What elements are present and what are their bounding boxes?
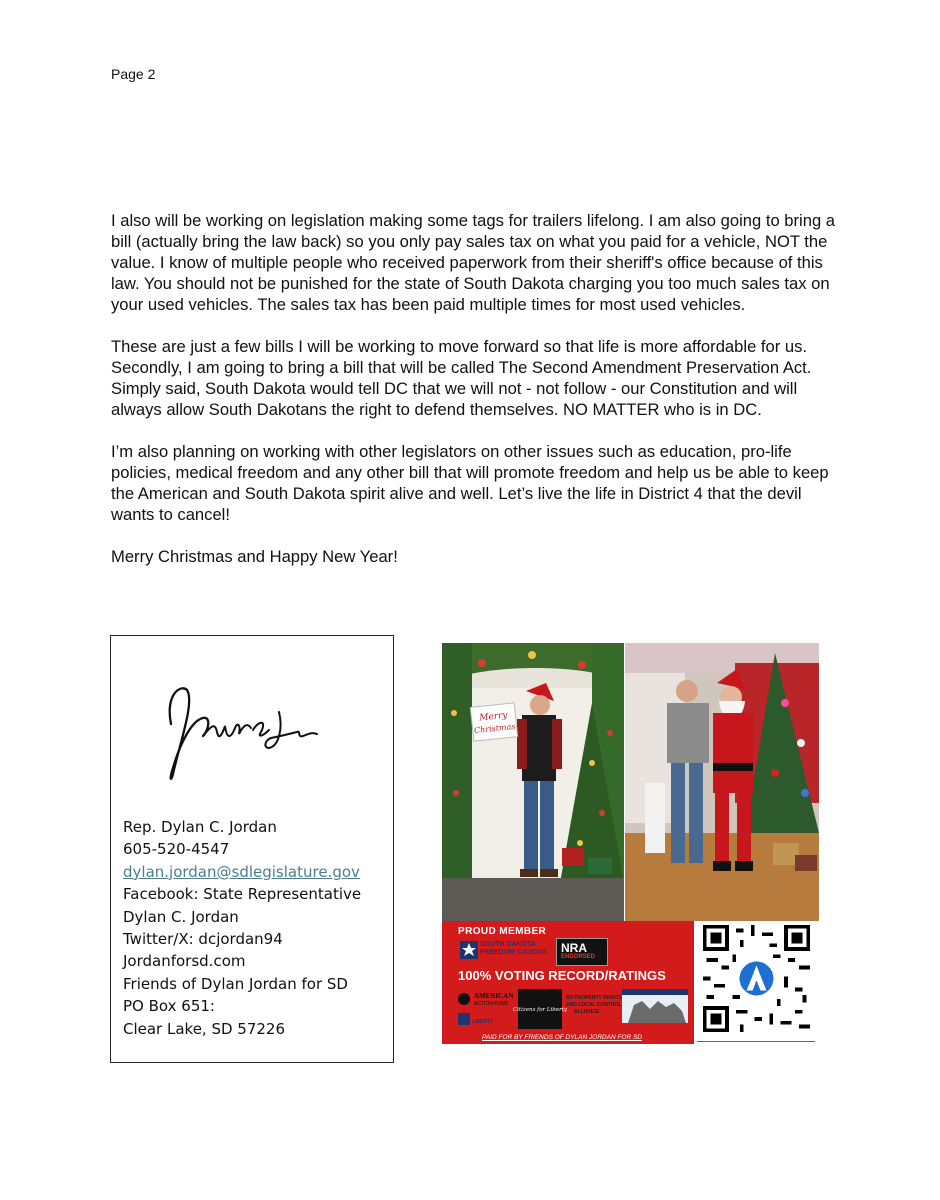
city-state-zip: Clear Lake, SD 57226 (123, 1019, 286, 1038)
citizens-for-liberty-label: Citizens for Liberty (512, 1007, 568, 1013)
closing-line: Merry Christmas and Happy New Year! (111, 547, 398, 566)
nra-endorsed-badge (556, 938, 608, 966)
american-action-line-2: ACTION FUND (474, 1001, 509, 1007)
paragraph-2: These are just a few bills I will be working to move forward so that life is more affordable for us. Secondly, I am going to bring a bill that will be called The Second Amendment Preservation Act. Simply said, South Dakota would tell DC that we will not - not follow - our Constitution and will always allow South Dakotans the right to defend themselves. NO MATTER who is in DC. (111, 337, 812, 419)
paragraph-3: I’m also planning on working with other legislators on other issues such as education, pro-life policies, medical freedom and any other bill that will promote freedom and help us be able to keep the American and South Dakota spirit alive and well. Let’s live the life in District 4 that the devil wants to cancel! (111, 442, 829, 524)
caucus-star-icon (460, 941, 478, 959)
contact-box (110, 635, 394, 1063)
voting-record-label: 100% VOTING RECORD/RATINGS (458, 968, 666, 983)
freedom-caucus-logo (460, 941, 547, 961)
letter-body (111, 210, 841, 588)
committee-name: Friends of Dylan Jordan for SD (123, 974, 348, 993)
paid-for-disclaimer: PAID FOR BY FRIENDS OF DYLAN JORDAN FOR SD (482, 1034, 642, 1041)
page-number: Page 2 (111, 66, 156, 82)
po-box: PO Box 651: (123, 997, 215, 1016)
proud-member-label: PROUD MEMBER (458, 926, 547, 937)
photo-with-santa (625, 643, 819, 921)
signature (151, 676, 321, 786)
property-rights-line-2: AND LOCAL CONTROL (566, 1002, 622, 1008)
caucus-line-2: FREEDOM CAUCUS (480, 949, 547, 956)
american-action-seal-icon (458, 993, 470, 1005)
website: Jordanforsd.com (123, 952, 246, 971)
qr-code[interactable] (703, 925, 810, 1032)
liberty-flag-icon (458, 1013, 470, 1025)
liberty-label: LIBERTY (472, 1019, 494, 1025)
paragraph-1: I also will be working on legislation making some tags for trailers lifelong. I am also going to bring a bill (actually bring the law back) so you only pay sales tax on what you paid for a vehicle, NOT the value. I know of multiple people who received paperwork from their sheriff's office because of this law. You should not be punished for the state of South Dakota charging you too much sales tax on your used vehicles. The sales tax has been paid multiple times for most used vehicles. (111, 211, 836, 314)
contact-details (123, 816, 361, 1040)
sign-text-christmas: Christmas (473, 721, 516, 736)
facebook-line-1: Facebook: State Representative (123, 885, 362, 904)
property-rights-line-1: SD PROPERTY RIGHTS (566, 995, 623, 1001)
twitter-handle: Twitter/X: dcjordan94 (123, 930, 283, 949)
phone-number: 605-520-4547 (123, 840, 230, 859)
american-action-line-1: AMERICAN (474, 992, 514, 1000)
nra-label: NRA (561, 941, 587, 955)
nra-sub-label: ENDORSED (561, 954, 596, 960)
facebook-line-2: Dylan C. Jordan (123, 907, 239, 926)
caucus-line-1: SOUTH DAKOTA (480, 941, 536, 948)
sign-text-merry: Merry (478, 710, 509, 724)
photo-christmas-tree (442, 643, 624, 921)
endorsement-banner (442, 921, 694, 1044)
rep-name: Rep. Dylan C. Jordan (123, 818, 277, 836)
email-link[interactable]: dylan.jordan@sdlegislature.gov (123, 862, 360, 881)
qr-underline (697, 1041, 815, 1042)
christmas-photos (442, 643, 819, 921)
property-rights-line-3: ALLIANCE (574, 1009, 600, 1015)
